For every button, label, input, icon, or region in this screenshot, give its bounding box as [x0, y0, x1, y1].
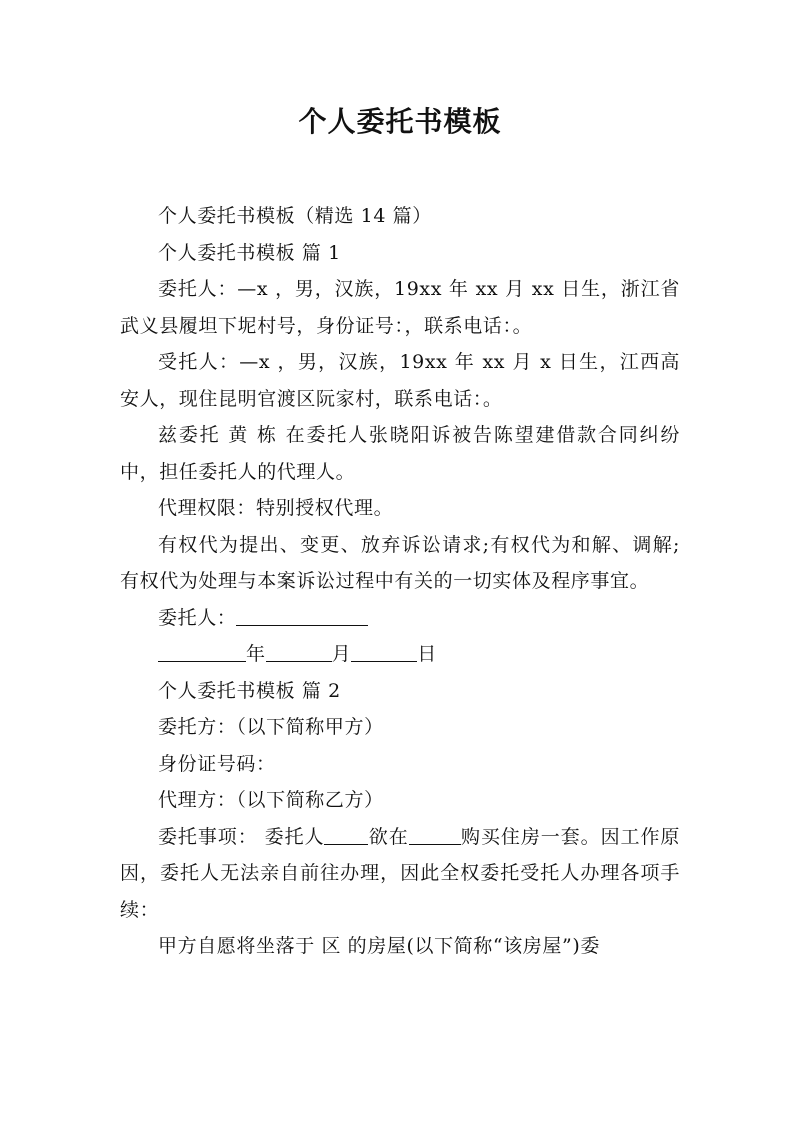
date-day-blank: [351, 641, 417, 662]
date-year-blank: [158, 641, 246, 662]
signature-client-label: 委托人：: [158, 606, 237, 629]
matter-part2: 欲在: [368, 825, 409, 848]
matter-blank-2: [409, 824, 461, 845]
date-month-blank: [266, 641, 332, 662]
date-year-label: 年: [246, 643, 266, 665]
signature-blank: [236, 605, 368, 626]
paragraph-authority: 代理权限：特别授权代理。: [158, 497, 394, 519]
paragraph-property: 甲方自愿将坐落于 区 的房屋(以下简称“该房屋”)委: [158, 935, 600, 957]
signature-date-line: [120, 636, 680, 673]
paragraph-party-a: 委托方：（以下简称甲方）: [158, 716, 384, 738]
matter-part3: 购买住房一套。因工作原因，委托人无法亲自前往办理，因此全权委托受托人办理各项手续：: [120, 825, 680, 921]
date-month-label: 月: [331, 643, 352, 665]
paragraph-party-b: 代理方：（以下简称乙方）: [158, 789, 384, 811]
signature-client-line: [120, 600, 680, 637]
paragraph-subtitle: 个人委托书模板（精选 14 篇）: [158, 205, 432, 227]
matter-part1: 委托事项： 委托人: [158, 825, 325, 848]
paragraph-matter: [120, 819, 680, 929]
date-day-label: 日: [417, 643, 437, 665]
section-heading-2: 个人委托书模板 篇 2: [158, 679, 341, 702]
paragraph-id-number: 身份证号码：: [158, 752, 276, 775]
paragraph-client-info: 委托人：—x ，男，汉族，19xx 年 xx 月 xx 日生，浙江省武义县履坦下坭村号，身份证号：，联系电话：。: [120, 278, 680, 337]
matter-blank-1: [324, 824, 368, 845]
paragraph-entrust: 兹委托 黄 栋 在委托人张晓阳诉被告陈望建借款合同纠纷中，担任委托人的代理人。: [120, 424, 680, 483]
section-heading-1: 个人委托书模板 篇 1: [158, 241, 341, 264]
paragraph-agent-info: 受托人：—x ，男，汉族，19xx 年 xx 月 x 日生，江西高安人，现住昆明官渡区阮家村，联系电话：。: [120, 351, 680, 410]
paragraph-rights: 有权代为提出、变更、放弃诉讼请求;有权代为和解、调解;有权代为处理与本案诉讼过程中有关的一切实体及程序事宜。: [120, 533, 680, 592]
page-title: 个人委托书模板: [298, 105, 502, 138]
